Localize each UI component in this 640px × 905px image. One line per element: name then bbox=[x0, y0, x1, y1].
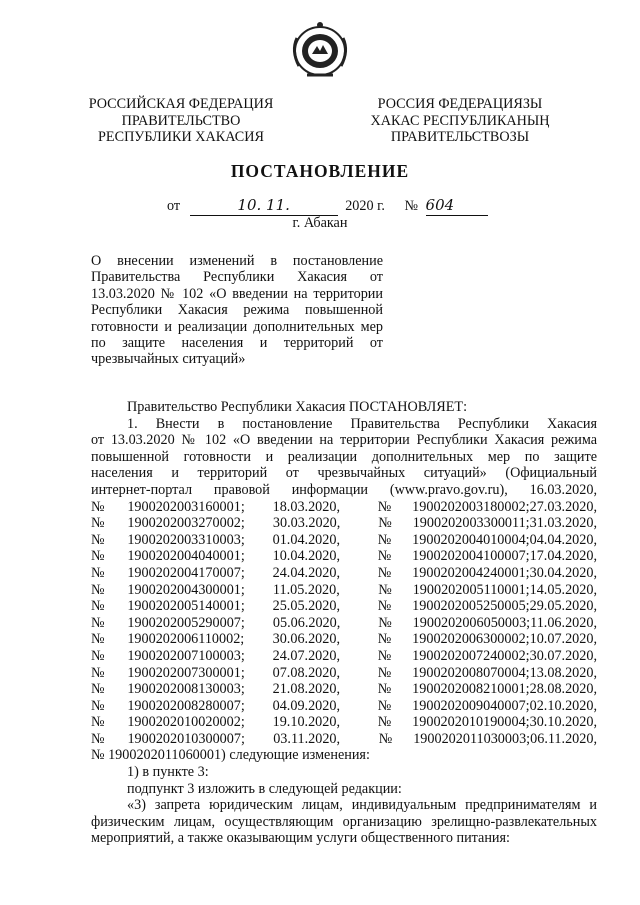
number-sign: № bbox=[91, 498, 105, 515]
registration-number: 1900202003300011; bbox=[412, 515, 530, 532]
publication-date: 11.06.2020, bbox=[530, 614, 597, 631]
number-sign: № bbox=[91, 531, 105, 548]
number-sign: № bbox=[378, 581, 392, 598]
number-sign: № bbox=[378, 515, 392, 532]
number-sign: № bbox=[91, 714, 105, 731]
registration-number: 1900202004300001; bbox=[127, 581, 245, 598]
document-title: ПОСТАНОВЛЕНИЕ bbox=[230, 161, 410, 181]
number-sign: № bbox=[91, 664, 105, 681]
registration-row bbox=[91, 532, 597, 549]
publication-date: 13.08.2020, bbox=[529, 664, 597, 681]
year-label: 2020 г. bbox=[345, 198, 385, 214]
number-sign: № bbox=[377, 681, 392, 698]
registration-row bbox=[91, 515, 597, 532]
registration-row bbox=[91, 582, 597, 599]
number-sign: № bbox=[91, 647, 105, 664]
preamble: Правительство Республики Хакасия ПОСТАНОВЛЯЕТ: bbox=[127, 399, 468, 415]
number-sign: № bbox=[377, 598, 392, 615]
header-right-line: РОССИЯ ФЕДЕРАЦИЯЗЫ bbox=[377, 96, 543, 112]
registration-number: 1900202007300001; bbox=[127, 664, 245, 681]
publication-date: 27.03.2020, bbox=[529, 498, 597, 515]
number-sign: № bbox=[91, 515, 105, 532]
registration-row bbox=[91, 598, 597, 615]
republic-coat-of-arms-icon bbox=[287, 18, 353, 80]
registration-row bbox=[91, 548, 597, 565]
registration-row bbox=[91, 565, 597, 582]
last-registration-line: № 1900202011060001) следующие изменения: bbox=[91, 747, 370, 764]
number-sign: № bbox=[91, 598, 105, 615]
registration-row bbox=[91, 615, 597, 632]
registration-number: 1900202004170007; bbox=[127, 564, 245, 581]
quote-line: мероприятий, а также оказывающим услуги общественного питания: bbox=[91, 830, 510, 847]
publication-date: 10.07.2020, bbox=[529, 631, 597, 648]
date-field bbox=[190, 196, 338, 216]
number-sign: № bbox=[377, 631, 392, 648]
publication-date: 17.04.2020, bbox=[529, 548, 597, 565]
item-1-line: 1. Внести в постановление Правительства Республики Хакасия bbox=[127, 415, 597, 432]
city: г. Абакан bbox=[292, 215, 348, 231]
publication-date: 07.08.2020, bbox=[272, 664, 340, 681]
item-1-line: от 13.03.2020 № 102 «О введении на территории Республики Хакасия режима bbox=[91, 432, 597, 449]
number-sign: № bbox=[377, 647, 392, 664]
publication-date: 24.04.2020, bbox=[272, 564, 340, 581]
publication-date: 30.03.2020, bbox=[272, 515, 341, 532]
registration-number: 1900202004100007; bbox=[412, 548, 530, 565]
registration-number: 1900202004010004; bbox=[412, 531, 530, 548]
registration-row bbox=[91, 499, 597, 516]
registration-number: 1900202005110001; bbox=[412, 581, 530, 598]
registration-number: 1900202006110002; bbox=[127, 631, 245, 648]
registration-row bbox=[91, 665, 597, 682]
number-sign: № bbox=[91, 548, 105, 565]
number-sign: № bbox=[377, 564, 392, 581]
number-sign: № bbox=[91, 730, 105, 747]
number-sign: № bbox=[377, 531, 392, 548]
publication-date: 18.03.2020, bbox=[272, 498, 340, 515]
header-left bbox=[86, 96, 276, 146]
number-sign: № bbox=[404, 198, 418, 214]
registration-number: 1900202008130003; bbox=[127, 681, 245, 698]
registration-number: 1900202007240002; bbox=[412, 647, 530, 664]
registration-row bbox=[91, 731, 597, 748]
registration-row bbox=[91, 714, 597, 731]
number-field bbox=[426, 196, 488, 216]
number-sign: № bbox=[91, 564, 105, 581]
registration-number: 1900202008070004; bbox=[412, 664, 530, 681]
item-1-line: населения и территорий от чрезвычайных ситуаций» (Официальный bbox=[91, 465, 597, 482]
subpoint: подпункт 3 изложить в следующей редакции: bbox=[127, 780, 402, 797]
registration-number: 1900202005140001; bbox=[127, 598, 245, 615]
document-subject: О внесении изменений в постановление Правительства Республики Хакасия от 13.03.2020 № 102 «О введении на территории Республики Хакасия режима повышенной готовности и реализации дополнительных мер по защите населения и территорий от чрезвычайных ситуаций» bbox=[91, 253, 383, 368]
registration-number: 1900202003160001; bbox=[127, 498, 245, 515]
registration-number: 1900202004040001; bbox=[127, 548, 245, 565]
number-sign: № bbox=[91, 697, 105, 714]
registration-number: 1900202006050003; bbox=[412, 614, 531, 631]
number-sign: № bbox=[378, 730, 393, 747]
registration-number: 1900202007100003; bbox=[127, 647, 245, 664]
quote-line: «3) запрета юридическим лицам, индивидуальным предпринимателям и bbox=[127, 797, 597, 814]
registration-number: 1900202008280007; bbox=[127, 697, 245, 714]
publication-date: 01.04.2020, bbox=[272, 531, 340, 548]
registration-row bbox=[91, 681, 597, 698]
header-left-line: РОССИЙСКАЯ ФЕДЕРАЦИЯ bbox=[88, 96, 274, 112]
number-sign: № bbox=[91, 614, 105, 631]
item-1-line: интернет-портал правовой информации (www.pravo.gov.ru), 16.03.2020, bbox=[91, 481, 597, 498]
publication-date: 14.05.2020, bbox=[529, 581, 597, 598]
quote-line: физическим лицам, осуществляющим организацию зрелищно-развлекательных bbox=[91, 813, 597, 830]
number-sign: № bbox=[91, 681, 105, 698]
publication-date: 03.11.2020, bbox=[273, 730, 341, 747]
header-left-line: РЕСПУБЛИКИ ХАКАСИЯ bbox=[98, 129, 264, 145]
registration-number: 1900202010020002; bbox=[127, 714, 245, 731]
registration-number: 1900202011030003; bbox=[413, 730, 531, 747]
publication-date: 04.04.2020, bbox=[529, 531, 597, 548]
number-sign: № bbox=[91, 631, 105, 648]
registration-number: 1900202010300007; bbox=[127, 730, 245, 747]
registration-number: 1900202010190004; bbox=[412, 714, 530, 731]
registration-number: 1900202003270002; bbox=[127, 515, 245, 532]
header-right bbox=[362, 96, 558, 146]
publication-date: 30.06.2020, bbox=[272, 631, 340, 648]
header-right-line: ХАКАС РЕСПУБЛИКАНЫҢ bbox=[370, 112, 550, 129]
registration-list bbox=[91, 499, 597, 748]
number-sign: № bbox=[378, 614, 392, 631]
publication-date: 04.09.2020, bbox=[272, 697, 340, 714]
point-1: 1) в пункте 3: bbox=[127, 764, 209, 781]
registration-number: 1900202005290007; bbox=[127, 614, 245, 631]
registration-row bbox=[91, 631, 597, 648]
publication-date: 11.05.2020, bbox=[272, 581, 340, 598]
registration-row bbox=[91, 698, 597, 715]
number-sign: № bbox=[377, 664, 392, 681]
registration-number: 1900202008210001; bbox=[412, 681, 530, 698]
header-left-line: ПРАВИТЕЛЬСТВО bbox=[121, 112, 241, 129]
publication-date: 10.04.2020, bbox=[272, 548, 340, 565]
number-sign: № bbox=[377, 714, 392, 731]
publication-date: 21.08.2020, bbox=[272, 681, 340, 698]
number-sign: № bbox=[377, 498, 392, 515]
number-sign: № bbox=[91, 581, 105, 598]
publication-date: 28.08.2020, bbox=[529, 681, 597, 698]
registration-number: 1900202009040007; bbox=[412, 697, 530, 714]
publication-date: 30.07.2020, bbox=[529, 647, 597, 664]
number-handwritten: 604 bbox=[425, 196, 455, 214]
from-label: от bbox=[167, 198, 181, 214]
publication-date: 24.07.2020, bbox=[272, 647, 340, 664]
publication-date: 19.10.2020, bbox=[272, 714, 340, 731]
publication-date: 06.11.2020, bbox=[530, 730, 597, 747]
header-right-line: ПРАВИТЕЛЬСТВОЗЫ bbox=[390, 129, 530, 145]
publication-date: 02.10.2020, bbox=[529, 697, 597, 714]
number-sign: № bbox=[377, 548, 392, 565]
registration-number: 1900202003180002; bbox=[412, 498, 530, 515]
registration-number: 1900202005250005; bbox=[412, 598, 530, 615]
publication-date: 30.10.2020, bbox=[529, 714, 597, 731]
publication-date: 25.05.2020, bbox=[272, 598, 340, 615]
publication-date: 05.06.2020, bbox=[272, 614, 341, 631]
registration-number: 1900202004240001; bbox=[412, 564, 530, 581]
item-1-line: повышенной готовности и реализации дополнительных мер по защите bbox=[91, 448, 597, 465]
document-body bbox=[91, 399, 597, 847]
publication-date: 30.04.2020, bbox=[529, 564, 597, 581]
publication-date: 31.03.2020, bbox=[529, 515, 597, 532]
date-line bbox=[167, 196, 488, 216]
date-handwritten: 10. 11. bbox=[237, 196, 290, 214]
registration-row bbox=[91, 648, 597, 665]
publication-date: 29.05.2020, bbox=[529, 598, 597, 615]
number-sign: № bbox=[377, 697, 392, 714]
registration-number: 1900202006300002; bbox=[412, 631, 530, 648]
registration-number: 1900202003310003; bbox=[127, 531, 245, 548]
